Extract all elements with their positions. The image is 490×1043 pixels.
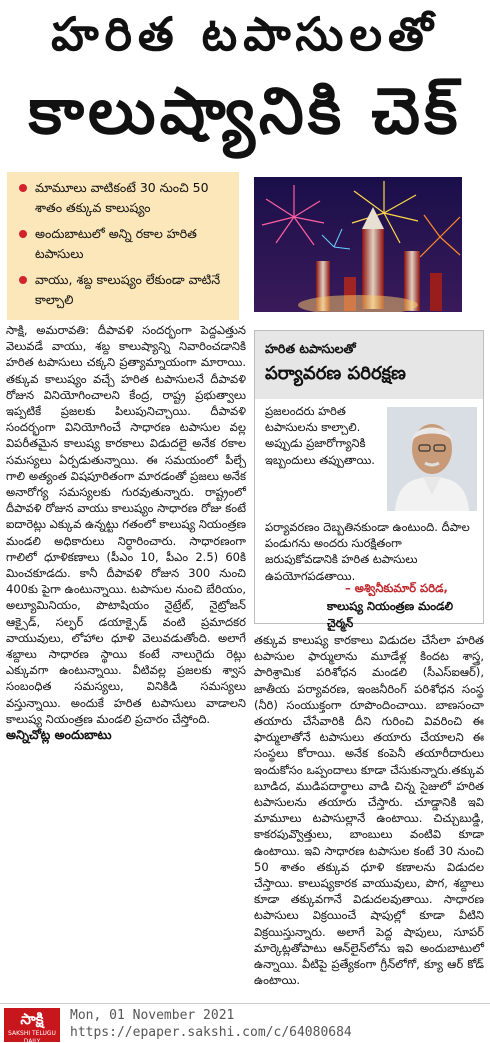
sidebar-title: పర్యావరణ పరిరక్షణ <box>265 363 406 384</box>
footer-url[interactable]: https://epaper.sakshi.com/c/64080684 <box>70 1025 352 1040</box>
sidebar-box <box>254 330 484 630</box>
article-paragraph: తక్కువ కాలుష్య కారకాలు విడుదల చేసేలా హరిత టపాసుల ఫార్ములాను మూడేళ్ల కిందట శాస్త్ర, పారిశ్రామిక పరిశోధన మండలి (సీఎస్‌ఐఆర్), జాతీయ పర్యావరణ, ఇంజనీరింగ్ పరిశోధన సంస్థ (నీరి) సంయుక్తంగా రూపొందించాయి. బాణసంచా తయారు చేసేవారికి దీని గురించి వివరించి ఈ ఫార్ములాతోనే టపాసులు తయారు చేయాలని ఈ సంస్థలు కోరాయి. అనేక కంపెనీ తయారీదారులు ఇందుకోసం ఒప్పందాలు కూడా చేసుకున్నారు.తక్కువ బూడిద, ముడిపదార్థాలు వాడి చిన్న సైజులో హరిత టపాసులను తయారు చేస్తారు. చూడ్డానికి ఇవి మామూలు టపాసుల్లానే ఉంటాయి. చిచ్చుబుడ్డి, కాకరపువ్వొత్తులు, బాంబులు వంటివి కూడా ఉంటాయి. ఇవి సాధారణ టపాసుల కంటే 30 నుంచి 50 శాతం తక్కువ ధూళి కణాలను విడుదల చేస్తాయి. కాలుష్యకారక వాయువులు, పొగ, శబ్దాలు కూడా తక్కువగానే విడుదలవుతాయి. సాధారణ టపాసులు విక్రయించే షాపుల్లో కూడా వీటిని విక్రయిస్తున్నారు. అలాగే పెద్ద షాపులు, సూపర్ మార్కెట్లతోపాటు ఆన్‌లైన్‌లోను ఇవి అందుబాటులో ఉన్నాయి. వీటిపై ప్రత్యేకంగా గ్రీన్‌లోగో, క్యూ ఆర్ కోడ్ ఉంటాయి. <box>254 633 484 988</box>
highlight-item: అందుబాటులో అన్ని రకాల హరిత టపాసులు <box>19 224 237 264</box>
sidebar-text-continued: పర్యావరణం దెబ్బతినకుండా ఉంటుంది. దీపాల పండుగను అందరు సురక్షితంగా జరుపుకోవడానికి హరిత టపాసులు ఉపయోగపడతాయి. <box>265 520 470 583</box>
sidebar-role: కాలుష్య నియంత్రణ మండలి చైర్మన్ <box>327 599 454 630</box>
headline-line1: హరిత టపాసులతో <box>51 7 439 61</box>
sakshi-logo: సాక్షి SAKSHI TELUGU DAILY <box>4 1008 60 1042</box>
bullet-icon <box>19 230 27 238</box>
sidebar-text: ప్రజలందరు హరిత టపాసులను కాల్చాలి. అప్పుడు ప్రజారోగ్యానికి ఇబ్బందులు తప్పుతాయి. <box>265 404 375 467</box>
highlight-item: మామూలు వాటికంటే 30 నుంచి 50 శాతం తక్కువ కాలుష్యం <box>19 178 237 218</box>
headline-line2: కాలుష్యానికి చెక్ <box>28 75 462 149</box>
highlights-box <box>7 172 239 320</box>
chairman-portrait <box>387 407 477 511</box>
fireworks-photo <box>254 177 462 312</box>
article-paragraph: సాక్షి, అమరావతి: దీపావళి సందర్భంగా పెద్దఎత్తున వెలువడే వాయు, శబ్ద కాలుష్యాన్ని నివారించడానికి హరిత టపాసులు చక్కని ప్రత్యామ్నాయంగా మారాయి. తక్కువ కాలుష్యం వచ్చే హరిత టపాసులనే దీపావళి రోజున వినియోగించాలని కేంద్ర, రాష్ట్ర ప్రభుత్వాలు ఇప్పటికే ప్రజలకు పిలుపునిచ్చాయి. దీపావళి సందర్భంగా వినియోగించే సాధారణ టపాసుల వల్ల విపరీతమైన కాలుష్య కారకాలు విడుదలై అనేక రకాల సమస్యలు ఏర్పడుతున్నాయి. ఈ సమయంలో పీల్చే గాలి అత్యంత విషపూరితంగా మారడంతో ప్రజలు అనేక అనారోగ్య సమస్యలకు గురవుతున్నారు. రాష్ట్రంలో దీపావళి రోజున వాయు కాలుష్యం సాధారణ రోజు కంటే ఐదారెట్లు ఎక్కువ ఉన్నట్టు గతంలో కాలుష్య నియంత్రణ మండలి అధికారులు నిర్ధారించారు. సాధారణంగా గాలిలో ధూళికణాలు (పీఎం 10, పీఎం 2.5) 60కి మించకూడదు. కానీ దీపావళి రోజున 300 నుంచి 400కు పైగా ఉంటున్నాయి. టపాసుల నుంచి బేరియం, అల్యూమినియం, పొటాషియం నైట్రేట్, నైట్రోజన్ ఆక్సైడ్, సల్ఫర్ డయాక్సైడ్ వంటి ప్రమాదకర వాయువులు, లోహాల ధూళి వెలువడుతోంది. అలాగే శబ్దాలు సాధారణ స్థాయి కంటే నాలుగైదు రెట్లు ఎక్కువగా ఉంటున్నాయి. వీటివల్ల ప్రజలకు శ్వాస సంబంధిత సమస్యలు, వినికిడి సమస్యలు వస్తున్నాయి. అందుకే హరిత టపాసులు వాడాలని కాలుష్య నియంత్రణ మండలి ప్రచారం చేస్తోంది. <box>6 323 246 726</box>
main-article-right-column <box>254 632 484 988</box>
main-article-left-column <box>6 322 246 743</box>
footer-date: Mon, 01 November 2021 <box>70 1008 235 1023</box>
sidebar-signature: – అశ్వినీకుమార్ పరిడ, <box>345 581 448 595</box>
article-subheading: అన్నిచోట్ల అందుబాటు <box>6 727 112 743</box>
bullet-icon <box>19 184 27 192</box>
bullet-icon <box>19 276 27 284</box>
highlight-item: వాయు, శబ్ద కాలుష్యం లేకుండా వాటినే కాల్చాలి <box>19 270 237 310</box>
sidebar-kicker: హరిత టపాసులతో <box>265 341 356 356</box>
footer <box>0 1003 490 1043</box>
